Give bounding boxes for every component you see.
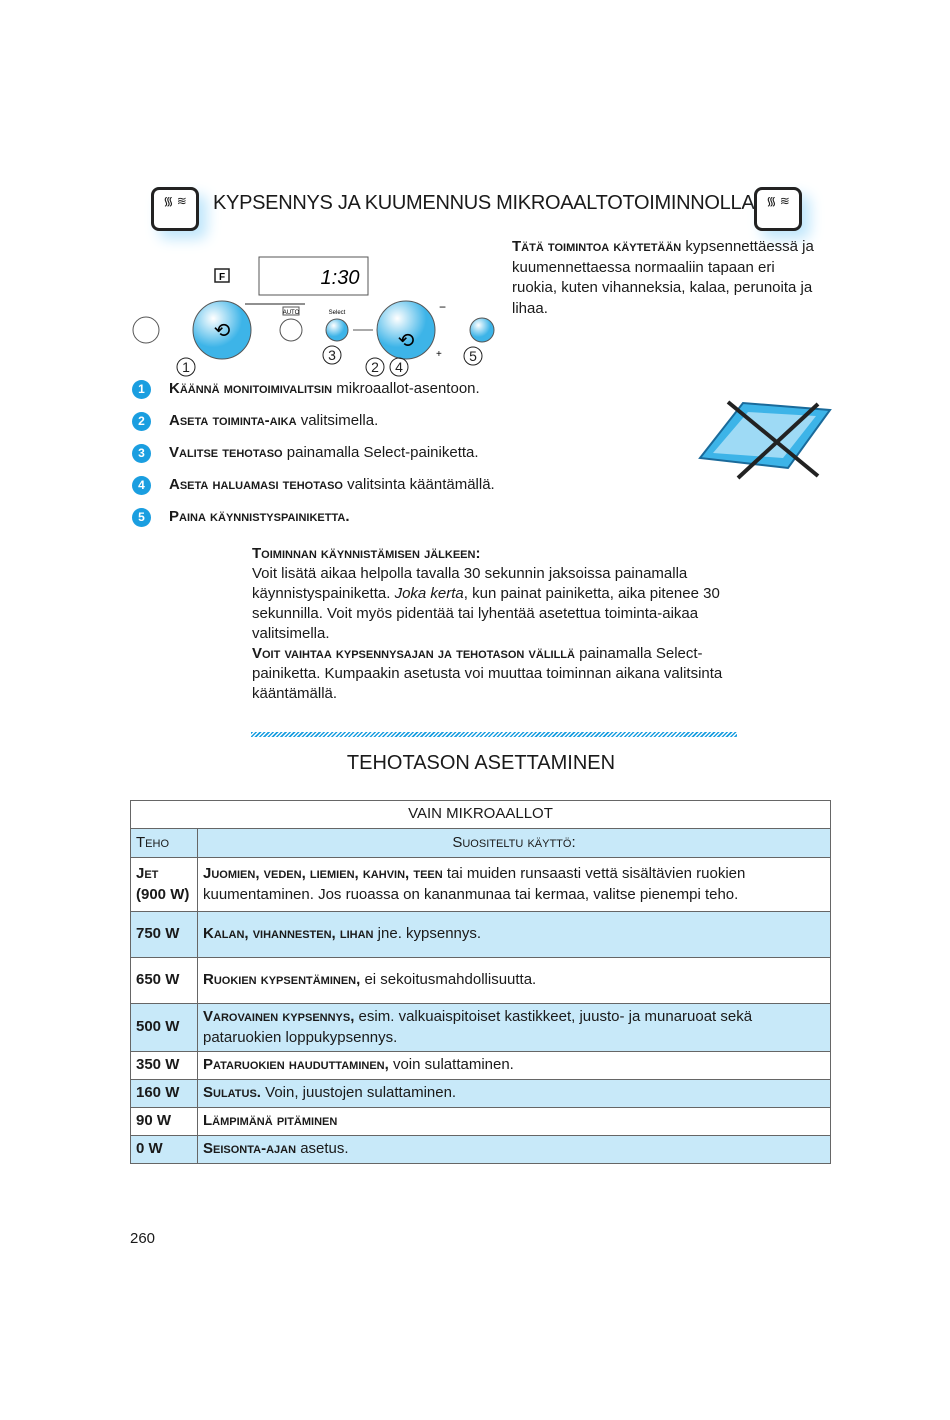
usage-lead: Sulatus. <box>203 1084 261 1102</box>
step-lead: Valitse tehotaso <box>169 444 283 461</box>
plus-sign: + <box>436 349 442 360</box>
usage-text: esim. valkuaispitoiset kastikkeet, juusto- ja munaruoat sekä pataruokien loppukypsennys. <box>203 1008 753 1046</box>
intro-body: kypsennettäessä ja kuumennettaessa normaaliin tapaan eri ruokia, kuten vihanneksia, kalaa, perunoita ja lihaa. <box>512 238 814 317</box>
power-cell: 650 W <box>131 958 198 1004</box>
after-heading: Toiminnan käynnistämisen jälkeen: <box>252 545 481 562</box>
callout-4: 4 <box>395 359 403 375</box>
step-lead: Paina käynnistyspainiketta. <box>169 508 350 525</box>
callout-3: 3 <box>328 347 336 363</box>
power-cell: 500 W <box>131 1004 198 1052</box>
after-paragraph-1 <box>252 564 747 644</box>
power-value: Jet <box>136 865 159 882</box>
usage-cell <box>198 958 831 1004</box>
f-label: F <box>218 272 226 283</box>
select-button[interactable] <box>326 319 348 341</box>
text: Voit lisätä aikaa helpolla tavalla 30 sekunnin jaksoissa painamalla käynnistyspainiketta. <box>252 565 688 602</box>
power-cell <box>131 858 198 912</box>
section-title: TEHOTASON ASETTAMINEN <box>346 752 616 774</box>
step-text: valitsinta kääntämällä. <box>342 476 495 493</box>
usage-lead: Lämpimänä pitäminen <box>203 1112 338 1130</box>
display-panel <box>259 257 368 295</box>
start-button[interactable] <box>470 318 494 342</box>
table-row <box>131 1052 831 1080</box>
italic-text: Joka kerta <box>394 585 464 602</box>
step-4 <box>132 474 495 496</box>
step-lead: Aseta haluamasi tehotaso <box>169 476 343 493</box>
stop-button[interactable] <box>133 317 159 343</box>
after-paragraph-2 <box>252 644 747 704</box>
usage-text: jne. kypsennys. <box>373 925 482 943</box>
auto-label: AUTO <box>282 310 300 316</box>
callout-5: 5 <box>469 348 477 364</box>
usage-lead: Juomien, veden, liemien, kahvin, teen <box>203 865 443 882</box>
usage-cell <box>198 1052 831 1080</box>
table-row <box>131 912 831 958</box>
usage-lead: Kalan, vihannesten, lihan <box>203 925 374 943</box>
col-header-power: Teho <box>131 829 198 858</box>
power-cell: 0 W <box>131 1136 198 1164</box>
usage-cell <box>198 1136 831 1164</box>
power-cell: 90 W <box>131 1108 198 1136</box>
after-start-section <box>252 544 747 704</box>
usage-lead: Pataruokien hauduttaminen, <box>203 1056 389 1074</box>
usage-cell <box>198 1108 831 1136</box>
table-row <box>131 1136 831 1164</box>
page-title: KYPSENNYS JA KUUMENNUS MIKROAALTOTOIMINNOLLA <box>213 192 755 214</box>
lead-text: Voit vaihtaa kypsennysajan ja tehotason välillä <box>252 645 575 662</box>
step-1 <box>132 378 480 400</box>
minus-sign: − <box>439 300 447 314</box>
usage-text: tai muiden runsaasti vettä sisältävien ruokien kuumentaminen. Jos ruoassa on kananmunaa tai kermaa, valitse pienempi teho. <box>203 865 746 903</box>
table-row <box>131 1080 831 1108</box>
table-row <box>131 1004 831 1052</box>
callout-1: 1 <box>182 359 190 375</box>
step-text: mikroaallot-asentoon. <box>332 380 480 397</box>
table-row <box>131 958 831 1004</box>
microwave-waves-icon: ᯾ ≋ <box>151 187 199 231</box>
callout-2: 2 <box>371 359 379 375</box>
usage-text: ei sekoitusmahdollisuutta. <box>360 971 537 989</box>
step-number-badge: 1 <box>132 380 151 399</box>
step-number-badge: 2 <box>132 412 151 431</box>
svg-text:⟲: ⟲ <box>213 320 231 342</box>
power-cell: 350 W <box>131 1052 198 1080</box>
svg-text:⟲: ⟲ <box>397 330 415 352</box>
step-number-badge: 4 <box>132 476 151 495</box>
usage-text: voin sulattaminen. <box>388 1056 514 1074</box>
page-number: 260 <box>130 1230 156 1247</box>
power-cell: 750 W <box>131 912 198 958</box>
power-watts: (900 W) <box>136 885 190 903</box>
usage-cell <box>198 1004 831 1052</box>
step-number-badge: 5 <box>132 508 151 527</box>
step-3 <box>132 442 479 464</box>
col-header-usage: Suositeltu käyttö: <box>198 829 831 858</box>
step-2 <box>132 410 378 432</box>
step-text: valitsimella. <box>296 412 379 429</box>
usage-cell <box>198 858 831 912</box>
usage-lead: Ruokien kypsentäminen, <box>203 971 361 989</box>
text: painamalla Select-painiketta. Kumpaakin asetusta voi muuttaa toiminnan aikana valitsinta kääntämällä. <box>252 645 723 702</box>
usage-text: Voin, juustojen sulattaminen. <box>260 1084 457 1102</box>
usage-cell <box>198 1080 831 1108</box>
auto-button[interactable] <box>280 319 302 341</box>
usage-lead: Varovainen kypsennys, <box>203 1008 355 1025</box>
step-lead: Aseta toiminta-aika <box>169 412 297 429</box>
power-level-table <box>130 800 831 1164</box>
no-baking-tray-icon <box>698 398 832 480</box>
step-number-badge: 3 <box>132 444 151 463</box>
table-row <box>131 858 831 912</box>
usage-cell <box>198 912 831 958</box>
usage-text: asetus. <box>296 1140 349 1158</box>
text: , kun painat painiketta, aika pitenee 30 sekunnilla. Voit myös pidentää tai lyhentää asetettua toiminta-aikaa valitsimella. <box>252 585 720 642</box>
step-text: painamalla Select-painiketta. <box>282 444 479 461</box>
step-lead: Käännä monitoimivalitsin <box>169 380 333 397</box>
table-row <box>131 1108 831 1136</box>
intro-text <box>512 237 822 319</box>
select-label: Select <box>328 310 346 316</box>
control-panel-diagram <box>125 240 505 378</box>
table-caption: VAIN MIKROAALLOT <box>131 801 831 829</box>
intro-lead: Tätä toimintoa käytetään <box>512 238 682 255</box>
microwave-waves-icon: ᯾ ≋ <box>754 187 802 231</box>
time-display: 1:30 <box>320 267 360 289</box>
wave-divider <box>251 732 737 737</box>
power-cell: 160 W <box>131 1080 198 1108</box>
step-5 <box>132 506 350 528</box>
usage-lead: Seisonta-ajan <box>203 1140 297 1158</box>
